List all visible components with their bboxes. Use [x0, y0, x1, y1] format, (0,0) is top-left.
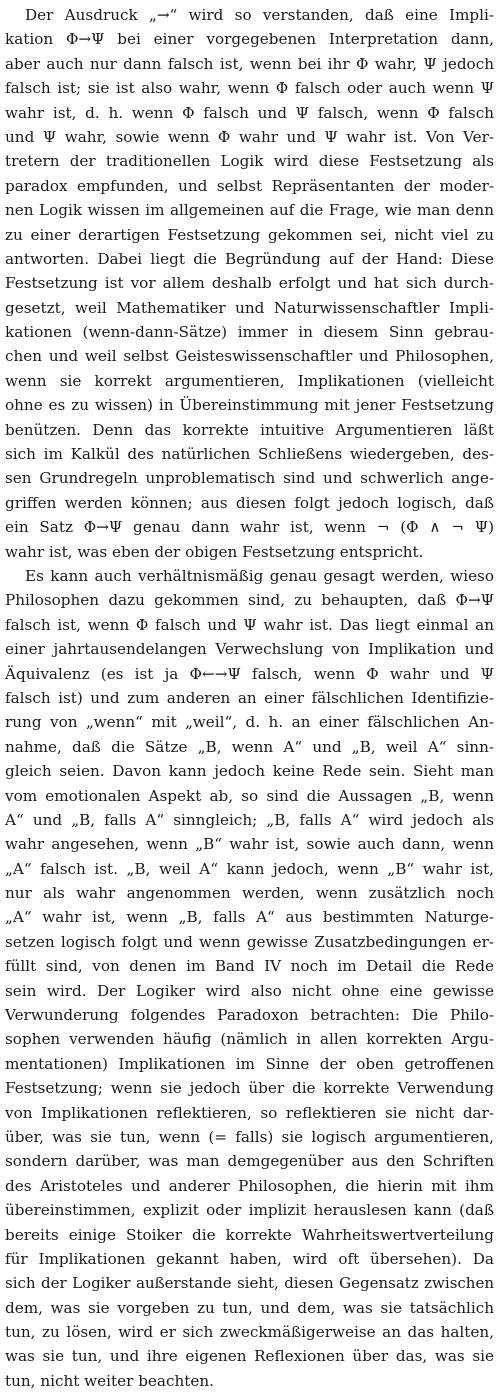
text-line: sich im Kalkül des natürlichen Schließens wiedergeben, des-	[5, 445, 494, 464]
text-line: kation Φ→Ψ bei einer vorgegebenen Interpretation dann,	[5, 30, 494, 49]
text-line: von Implikationen reflektieren, so reflektieren sie nicht dar-	[5, 1103, 494, 1122]
text-line: vom emotionalen Aspekt ab, so sind die Aussagen „B, wenn	[5, 786, 494, 805]
text-line: ohne es zu wissen) in Übereinstimmung mit jener Festsetzung	[5, 396, 494, 415]
text-line: Der Ausdruck „→“ wird so verstanden, daß eine Impli-	[25, 6, 494, 24]
text-line: nur als wahr angenommen werden, wenn zusätzlich noch	[5, 884, 494, 903]
text-line: sophen verwenden häufig (nämlich in allen korrekten Argu-	[5, 1030, 494, 1049]
text-line: sen Grundregeln unproblematisch sind und schwerlich ange-	[5, 469, 494, 488]
text-line: falsch ist; sie ist also wahr, wenn Φ falsch oder auch wenn Ψ	[5, 79, 494, 98]
text-line: sondern darüber, was man demgegenüber aus den Schriften	[5, 1152, 494, 1171]
text-line: aber auch nur dann falsch ist, wenn bei ihr Φ wahr, Ψ jedoch	[5, 54, 494, 73]
text-line: rung von „wenn“ mit „weil“, d. h. an einer fälschlichen An-	[5, 713, 494, 732]
text-line: einer jahrtausendelangen Verwechslung von Implikation und	[5, 640, 494, 659]
text-line: gesetzt, weil Mathematiker und Naturwissenschaftler Impli-	[5, 298, 494, 317]
text-line: tun, nicht weiter beachten.	[5, 1371, 214, 1390]
text-line: nen Logik wissen im allgemeinen auf die Frage, wie man denn	[5, 201, 494, 220]
text-line: Äquivalenz (es ist ja Φ←→Ψ falsch, wenn Φ wahr und Ψ	[5, 664, 494, 683]
text-line: über, was sie tun, wenn (= falls) sie logisch argumentieren,	[5, 1127, 494, 1146]
text-line: mentationen) Implikationen im Sinne der oben getroffenen	[5, 1054, 494, 1073]
text-line: Verwunderung folgendes Paradoxon betrachten: Die Philo-	[5, 1006, 494, 1025]
text-line: Festsetzung; wenn sie jedoch über die korrekte Verwendung	[5, 1079, 494, 1098]
text-line: nahme, daß die Sätze „B, wenn A“ und „B, weil A“ sinn-	[5, 737, 494, 756]
text-line: tun, zu lösen, wird er sich zweckmäßigerweise an das halten,	[5, 1323, 494, 1342]
text-line: Philosophen dazu gekommen sind, zu behaupten, daß Φ→Ψ	[5, 591, 494, 610]
text-line: wenn sie korrekt argumentieren, Implikationen (vielleicht	[5, 371, 494, 390]
text-line: füllt sind, von denen im Band IV noch im Detail die Rede	[5, 957, 494, 976]
text-line: was sie tun, und ihre eigenen Reflexionen über das, was sie	[5, 1347, 494, 1366]
text-line: Festsetzung ist vor allem deshalb erfolgt und hat sich durch-	[5, 274, 494, 293]
text-line: gleich seien. Davon kann jedoch keine Rede sein. Sieht man	[5, 762, 494, 781]
text-line: A“ und „B, falls A“ sinngleich; „B, falls A“ wird jedoch als	[5, 810, 494, 829]
paragraph-2	[5, 564, 494, 1393]
text-line: benützen. Denn das korrekte intuitive Argumentieren läßt	[5, 420, 494, 439]
text-line: des Aristoteles und anderer Philosophen, die hierin mit ihm	[5, 1176, 494, 1195]
text-line: sich der Logiker außerstande sieht, diesen Gegensatz zwischen	[5, 1274, 494, 1293]
text-line: „A“ wahr ist, wenn „B, falls A“ aus bestimmten Naturge-	[5, 908, 494, 927]
text-line: griffen werden können; aus diesen folgt jedoch logisch, daß	[5, 493, 494, 512]
text-line: wahr ist, was eben der obigen Festsetzung entspricht.	[5, 542, 424, 561]
text-line: antworten. Dabei liegt die Begründung auf der Hand: Diese	[5, 249, 494, 268]
text-line: paradox empfunden, und selbst Repräsentanten der moder-	[5, 176, 494, 195]
text-line: setzen logisch folgt und wenn gewisse Zusatzbedingungen er-	[5, 932, 494, 951]
paragraph-1	[5, 3, 494, 564]
text-line: tretern der traditionellen Logik wird diese Festsetzung als	[5, 152, 494, 171]
text-line: und Ψ wahr, sowie wenn Φ wahr und Ψ wahr ist. Von Ver-	[5, 127, 494, 146]
text-line: übereinstimmen, explizit oder implizit herauslesen kann (daß	[5, 1201, 494, 1220]
text-line: bereits einige Stoiker die korrekte Wahrheitswertverteilung	[5, 1225, 494, 1244]
text-line: falsch ist, wenn Φ falsch und Ψ wahr ist. Das liegt einmal an	[5, 615, 494, 634]
text-line: „A“ falsch ist. „B, weil A“ kann jedoch, wenn „B“ wahr ist,	[5, 859, 494, 878]
text-line: wahr angesehen, wenn „B“ wahr ist, sowie auch dann, wenn	[5, 835, 494, 854]
text-line: für Implikationen gekannt haben, wird oft übersehen). Da	[5, 1249, 494, 1268]
text-line: chen und weil selbst Geisteswissenschaftler und Philosophen,	[5, 347, 494, 366]
text-line: wahr ist, d. h. wenn Φ falsch und Ψ falsch, wenn Φ falsch	[5, 103, 494, 122]
text-line: ein Satz Φ→Ψ genau dann wahr ist, wenn ¬ (Φ ∧ ¬ Ψ)	[5, 518, 494, 537]
text-line: zu einer derartigen Festsetzung gekommen sei, nicht viel zu	[5, 225, 494, 244]
text-line: Es kann auch verhältnismäßig genau gesagt werden, wieso	[25, 566, 494, 585]
text-line: falsch ist) und zum anderen an einer fälschlichen Identifizie-	[5, 688, 494, 707]
text-line: sein wird. Der Logiker wird also nicht ohne eine gewisse	[5, 981, 494, 1000]
text-line: kationen (wenn-dann-Sätze) immer in diesem Sinn gebrau-	[5, 323, 494, 342]
text-line: dem, was sie vorgeben zu tun, und dem, was sie tatsächlich	[5, 1298, 494, 1317]
